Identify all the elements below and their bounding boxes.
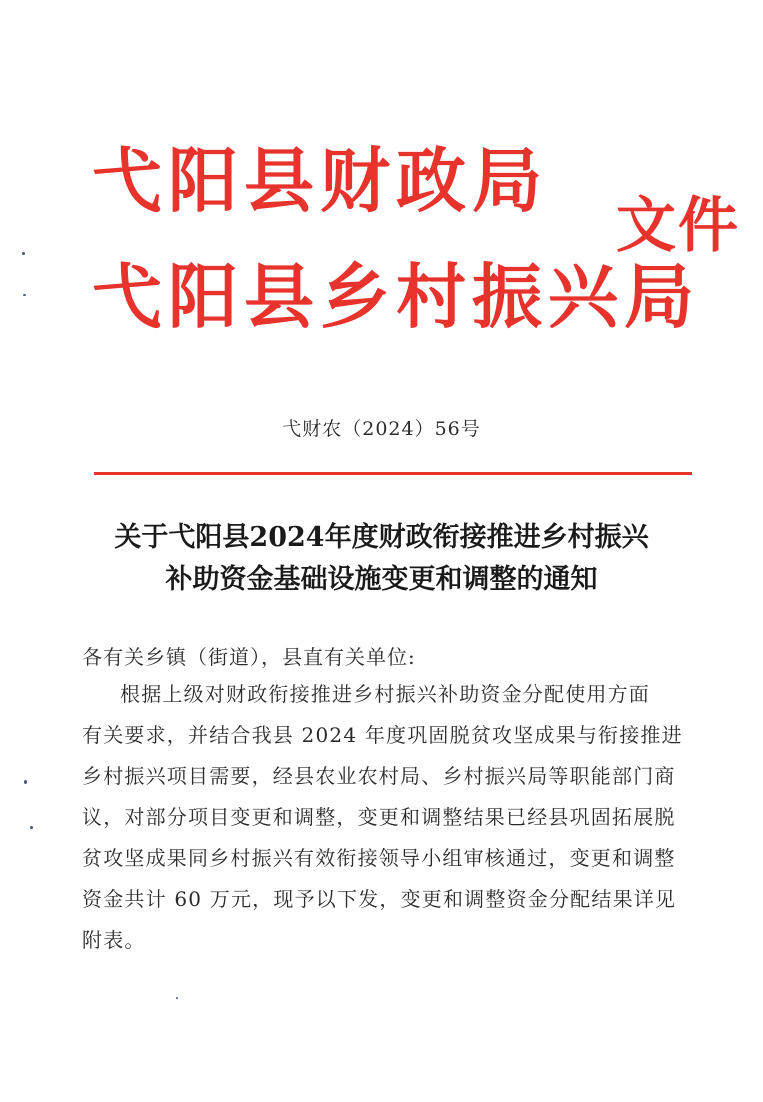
issuer-line-rural-revitalization-bureau: 弋阳县乡村振兴局	[92, 255, 700, 338]
body-line: 附表。	[82, 928, 146, 952]
scan-speck	[22, 252, 25, 255]
body-line: 议，对部分项目变更和调整，变更和调整结果已经县巩固拓展脱	[82, 805, 676, 829]
scan-speck	[24, 780, 27, 784]
scan-speck	[23, 294, 26, 296]
scan-speck	[30, 826, 33, 829]
document-title-line-2: 补助资金基础设施变更和调整的通知	[165, 564, 598, 595]
salutation: 各有关乡镇（街道），县直有关单位:	[82, 645, 416, 669]
body-line: 根据上级对财政衔接推进乡村振兴补助资金分配使用方面	[120, 682, 650, 706]
issuer-line-finance-bureau: 弋阳县财政局	[92, 139, 548, 222]
red-divider	[94, 472, 692, 475]
scan-speck	[176, 997, 178, 999]
body-line: 有关要求，并结合我县 2024 年度巩固脱贫攻坚成果与衔接推进	[82, 723, 683, 747]
body-line: 资金共计 60 万元，现予以下发，变更和调整资金分配结果详见	[82, 887, 677, 911]
body-line: 乡村振兴项目需要，经县农业农村局、乡村振兴局等职能部门商	[82, 764, 676, 788]
document-title-line-1: 关于弋阳县2024年度财政衔接推进乡村振兴	[114, 522, 649, 553]
body-line: 贫攻坚成果同乡村振兴有效衔接领导小组审核通过，变更和调整	[82, 846, 676, 870]
document-number: 弋财农（2024）56号	[282, 418, 481, 440]
document-suffix: 文件	[616, 191, 740, 261]
